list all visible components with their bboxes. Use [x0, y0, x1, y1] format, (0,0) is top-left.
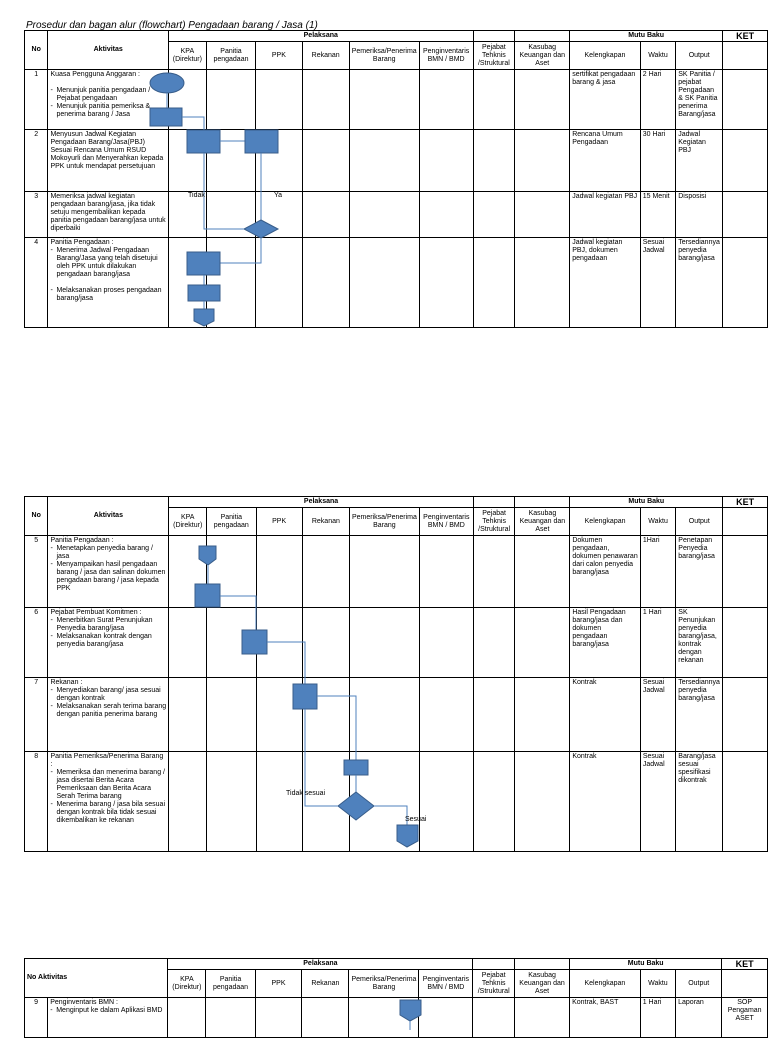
row-kelengkapan: Kontrak	[570, 678, 640, 752]
decision-diamond	[244, 220, 278, 238]
label-ya: Ya	[274, 192, 283, 199]
connector	[374, 806, 407, 825]
activity-line: - Melaksanakan proses pengadaan barang/jasa	[50, 287, 166, 303]
header-panitia: Panitia pengadaan	[207, 508, 256, 536]
row-ket: SOP Pengaman ASET	[722, 998, 768, 1038]
activity-line: - Menginput ke dalam Aplikasi BMD	[50, 1007, 165, 1015]
header-pejabat: Pejabat Tehknis /Struktural	[473, 42, 515, 70]
activity-line: - Menerbitkan Surat Penunjukan Penyedia barang/jasa	[50, 617, 166, 633]
process-box-panitia	[188, 285, 220, 301]
header-kasubag: Kasubag Keuangan dan Aset	[515, 508, 570, 536]
header-aktivitas: Aktivitas	[48, 31, 169, 70]
process-box-pemeriksa	[344, 760, 368, 775]
header-panitia: Panitia pengadaan	[206, 42, 255, 70]
header-pemeriksa: Pemeriksa/Penerima Barang	[349, 508, 419, 536]
row-kelengkapan: Hasil Pengadaan barang/jasa dan dokumen pengadaan barang/jasa	[570, 608, 640, 678]
row-kelengkapan: Rencana Umum Pengadaan	[570, 130, 641, 192]
row-output: SK Panitia / pejabat Pengadaan & SK Panitia penerima Barang/jasa	[676, 70, 723, 130]
header-pejabat: Pejabat Tehknis /Struktural	[473, 508, 515, 536]
row-output: Tersediannya penyedia barang/jasa	[676, 678, 723, 752]
activity-line: - Menunjuk panitia pemeriksa & penerima barang / Jasa	[50, 103, 166, 119]
connector	[317, 696, 356, 760]
header-output: Output	[676, 970, 722, 998]
header-pejabat: Pejabat Tehknis /Struktural	[473, 970, 515, 998]
activity-line: Panitia Pemeriksa/Penerima Barang :	[50, 753, 164, 768]
row-output: SK Penunjukan penyedia barang/jasa, kontrak dengan rekanan	[676, 608, 723, 678]
header-kelengkapan: Kelengkapan	[570, 42, 641, 70]
header-panitia: Panitia pengadaan	[206, 970, 255, 998]
activity-line: - Menunjuk panitia pengadaan / Pejabat pengadaan	[50, 87, 166, 103]
row-waktu: Sesuai Jadwal	[640, 678, 675, 752]
row-output: Barang/jasa sesuai spesifikasi dikontrak	[676, 752, 723, 852]
label-sesuai: Sesuai	[405, 816, 427, 823]
activity-line: - Menerima barang / jasa bila sesuai dengan kontrak bila tidak sesuai dikembalikan ke rekanan	[50, 801, 166, 825]
activity-line: Penginventaris BMN :	[50, 999, 118, 1006]
row-waktu: 1 Hari	[640, 608, 675, 678]
row-kelengkapan: Jadwal kegiatan PBJ	[570, 192, 641, 238]
header-output: Output	[676, 508, 723, 536]
row-number: 1	[25, 70, 48, 130]
activity-line: - Menerima Jadwal Pengadaan Barang/Jasa yang telah disetujui oleh PPK untuk dilakukan pengadaan barang/jasa	[50, 247, 166, 279]
header-ppk: PPK	[255, 970, 302, 998]
activity-line: Menyusun Jadwal Kegiatan Pengadaan Barang/Jasa(PBJ) Sesuai Rencana Umum RSUD Mokoyurli dan Menyerahkan kepada PPK untuk mendapat persetujuan	[50, 131, 164, 170]
row-kelengkapan: Kontrak, BAST	[570, 998, 641, 1038]
process-box-rekanan	[293, 684, 317, 709]
row-kelengkapan: Dokumen pengadaan, dokumen penawaran dari calon penyedia barang/jasa	[570, 536, 640, 608]
decision-diamond	[338, 792, 374, 820]
row-number: 7	[25, 678, 48, 752]
activity-line: Panitia Pengadaan :	[50, 239, 114, 246]
header-pemeriksa: Pemeriksa/Penerima Barang	[349, 42, 419, 70]
row-output: Laporan	[676, 998, 722, 1038]
row-number: 4	[25, 238, 48, 328]
header-waktu: Waktu	[640, 508, 675, 536]
row-waktu: 30 Hari	[640, 130, 675, 192]
process-box-panitia	[187, 252, 220, 275]
header-pemeriksa: Pemeriksa/Penerima Barang	[349, 970, 419, 998]
process-box-panitia	[187, 130, 220, 153]
process-box-ppk	[242, 630, 267, 654]
activity-line: - Menetapkan penyedia barang / jasa	[50, 545, 166, 561]
connector	[220, 596, 256, 630]
row-output: Disposisi	[676, 192, 723, 238]
header-no-aktivitas: No Aktivitas	[25, 959, 168, 998]
header-no: No	[25, 31, 48, 70]
header-rekanan: Rekanan	[302, 508, 349, 536]
header-aktivitas: Aktivitas	[48, 497, 169, 536]
activity-line: - Melaksanakan kontrak dengan penyedia barang/jasa	[50, 633, 166, 649]
header-output: Output	[676, 42, 723, 70]
row-kelengkapan: sertifikat pengadaan barang & jasa	[570, 70, 641, 130]
flowchart-shapes	[150, 73, 427, 1030]
row-waktu: Sesuai Jadwal	[640, 752, 675, 852]
row-output: Penetapan Penyedia barang/jasa	[676, 536, 723, 608]
activity-line: Kuasa Pengguna Anggaran :	[50, 71, 140, 78]
connector	[204, 153, 244, 229]
connector	[267, 642, 305, 684]
header-waktu: Waktu	[640, 42, 675, 70]
header-kpa: KPA (Direktur)	[168, 42, 206, 70]
offpage-connector	[194, 309, 214, 326]
connector	[220, 238, 261, 263]
header-pelaksana: Pelaksana	[168, 31, 473, 42]
header-mutu-baku: Mutu Baku	[570, 959, 722, 970]
row-number: 3	[25, 192, 48, 238]
header-kasubag: Kasubag Keuangan dan Aset	[515, 970, 570, 998]
row-waktu: 15 Menit	[640, 192, 675, 238]
row-number: 2	[25, 130, 48, 192]
header-ket: KET	[723, 31, 768, 42]
activity-line: - Menyediakan barang/ jasa sesuai dengan kontrak	[50, 687, 166, 703]
header-ppk: PPK	[256, 42, 302, 70]
start-terminator	[150, 73, 184, 93]
row-number: 9	[25, 998, 48, 1038]
row-number: 6	[25, 608, 48, 678]
header-rekanan: Rekanan	[302, 42, 349, 70]
activity-line: Pejabat Pembuat Komitmen :	[50, 609, 142, 616]
header-penginventaris: Penginventaris BMN / BMD	[419, 970, 473, 998]
offpage-connector	[199, 546, 216, 565]
header-rekanan: Rekanan	[302, 970, 349, 998]
header-ket: KET	[723, 497, 768, 508]
header-mutu-baku: Mutu Baku	[570, 497, 723, 508]
activity-line: Panitia Pengadaan :	[50, 537, 114, 544]
row-waktu: 1Hari	[640, 536, 675, 608]
offpage-connector	[397, 825, 418, 847]
connector	[182, 117, 204, 130]
row-number: 5	[25, 536, 48, 608]
activity-line: - Melaksanakan serah terima barang dengan panitia penerima barang	[50, 703, 166, 719]
row-output: Jadwal Kegiatan PBJ	[676, 130, 723, 192]
row-kelengkapan: Jadwal kegiatan PBJ, dokumen pengadaan	[570, 238, 641, 328]
header-no: No	[25, 497, 48, 536]
header-kelengkapan: Kelengkapan	[570, 970, 641, 998]
header-kpa: KPA (Direktur)	[168, 970, 206, 998]
activity-line: - Memeriksa dan menerima barang / jasa disertai Berita Acara Pemeriksaan dan Berita Acara Serah Terima barang	[50, 769, 166, 801]
activity-line: - Menyampaikan hasil pengadaan barang / jasa dan salinan dokumen pengadaan barang / jasa kepada PPK	[50, 561, 166, 593]
header-ket: KET	[722, 959, 768, 970]
row-waktu: 2 Hari	[640, 70, 675, 130]
header-penginventaris: Penginventaris BMN / BMD	[419, 42, 473, 70]
label-tidak: Tidak	[188, 192, 205, 199]
activity-line: Memeriksa jadwal kegiatan pengadaan barang/jasa, jika tidak setuju mengembalikan kepada panitia pengadaan barang/jasa untuk diperbaiki	[50, 193, 166, 232]
row-waktu: 1 Hari	[640, 998, 675, 1038]
header-kelengkapan: Kelengkapan	[570, 508, 640, 536]
header-pelaksana: Pelaksana	[168, 959, 473, 970]
header-mutu-baku: Mutu Baku	[570, 31, 723, 42]
row-kelengkapan: Kontrak	[570, 752, 640, 852]
process-box-kpa	[150, 108, 182, 126]
header-pelaksana: Pelaksana	[169, 497, 473, 508]
activity-line: Rekanan :	[50, 679, 83, 686]
row-waktu: Sesuai Jadwal	[640, 238, 675, 328]
page-title: Prosedur dan bagan alur (flowchart) Pengadaan barang / Jasa (1)	[26, 20, 318, 31]
offpage-connector	[400, 1000, 421, 1021]
label-tidak-sesuai: Tidak sesuai	[286, 790, 326, 797]
row-number: 8	[25, 752, 48, 852]
header-ppk: PPK	[256, 508, 302, 536]
row-output: Tersediannya penyedia barang/jasa	[676, 238, 723, 328]
header-kpa: KPA (Direktur)	[169, 508, 207, 536]
header-penginventaris: Penginventaris BMN / BMD	[419, 508, 473, 536]
header-waktu: Waktu	[640, 970, 675, 998]
header-kasubag: Kasubag Keuangan dan Aset	[515, 42, 570, 70]
process-box-ppk	[245, 130, 278, 153]
process-box-panitia	[195, 584, 220, 607]
